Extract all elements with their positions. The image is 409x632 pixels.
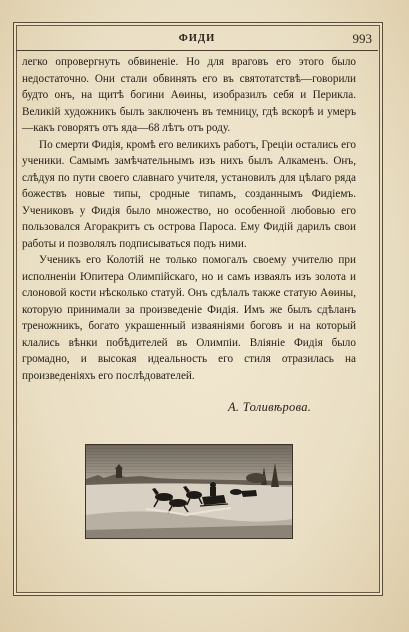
header-rule	[16, 50, 378, 51]
paragraph: легко опровергнуть обвиненіе. Но для враговъ его этого было недостаточно. Они стали обвинять его въ святотатствѣ—говорили будто онъ, на щитѣ богини Аѳины, изобразилъ себя и Перикла. Великій художникъ былъ заключенъ въ темницу, гдѣ вскорѣ и умеръ—какъ говорятъ отъ яда—68 лѣтъ отъ роду.	[22, 56, 356, 134]
author-signature: А. Толивѣрова.	[228, 400, 312, 414]
running-title: ФИДИ	[178, 33, 216, 44]
paragraph: Ученикъ его Колотій не только помогалъ своему учителю при исполненіи Юпитера Олимпійскаго, но и самъ изваялъ изъ золота и слоновой кости нѣсколько статуй. Онъ сдѣлалъ также статую Аѳины, которую принимали за произведеніе Фидія. Имъ же былъ сдѣланъ треножникъ, богато украшенный изваяніями боговъ и на который клались вѣнки побѣдителей въ Олимпіи. Вліяніе Фидія было громадно, и высокая идеальность его стиля отразилась на произведеніяхъ его послѣдователей.	[22, 254, 356, 382]
page-header	[16, 28, 378, 50]
troika-sleigh-illustration	[85, 444, 293, 539]
paragraph: По смерти Фидія, кромѣ его великихъ работъ, Греціи остались его ученики. Самымъ замѣчательнымъ изъ нихъ былъ Алкаменъ. Онъ, слѣдуя по пути своего славнаго учителя, установилъ для цѣлаго ряда божествъ новые типы, сродные типамъ, созданнымъ Фидіемъ. Учениковъ у Фидія было множество, но особенной любовью его пользовался Агоракритъ съ острова Пароса. Ему Фидій дарилъ свои работы и позволялъ подписываться подъ ними.	[22, 138, 356, 250]
page-number: 993	[352, 31, 372, 46]
article-body	[22, 54, 356, 384]
